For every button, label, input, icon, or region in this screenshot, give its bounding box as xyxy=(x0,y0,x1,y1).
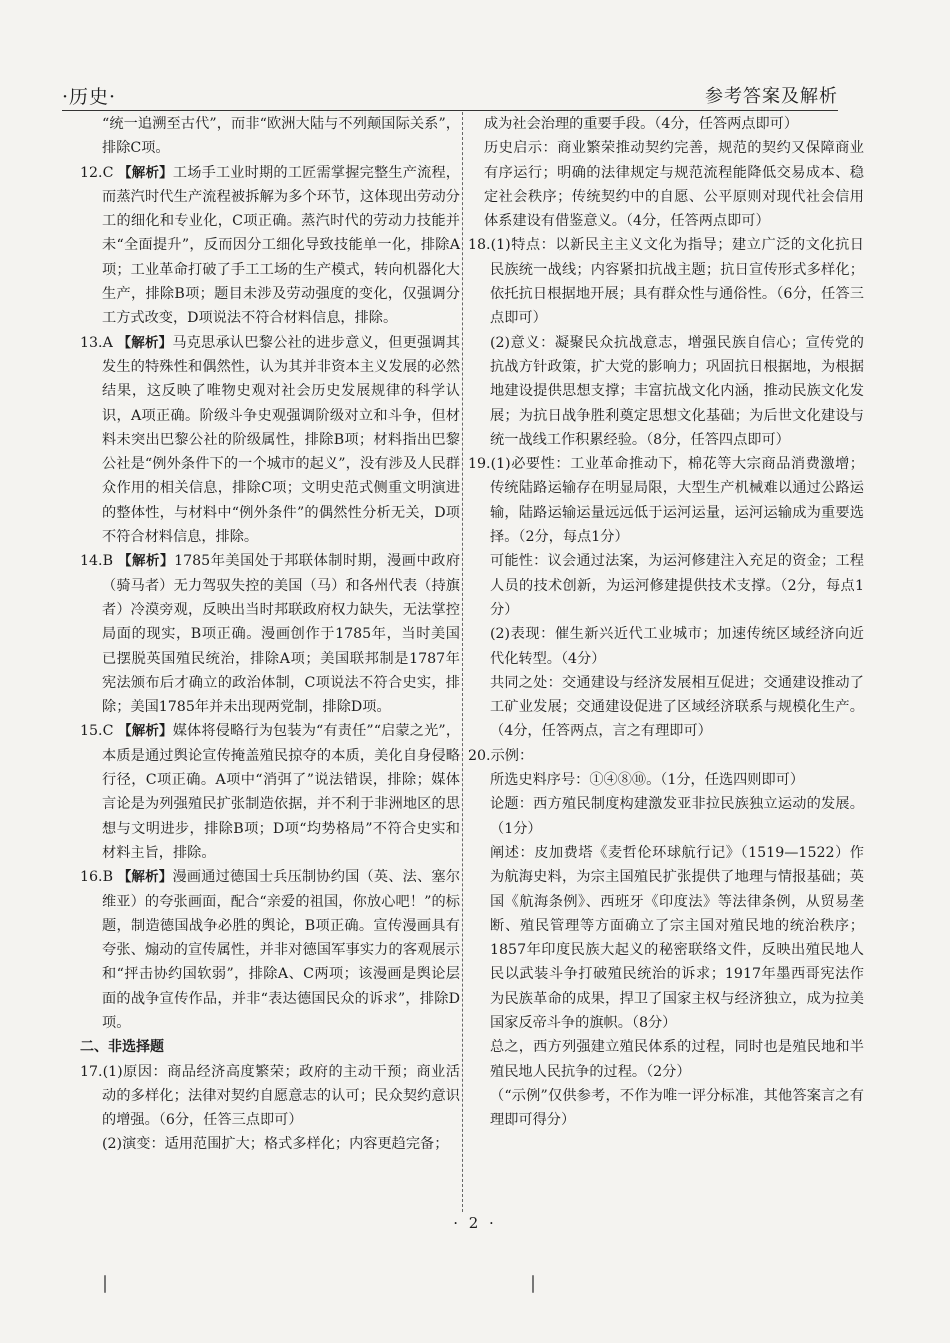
analysis-tag: 【解析】 xyxy=(118,553,175,570)
answer-q12 xyxy=(80,161,460,331)
answer-text: 工场手工业时期的工匠需掌握完整生产流程，而蒸汽时代生产流程被拆解为多个环节，这体现出劳动分工的细化和专业化，C项正确。蒸汽时代的劳动力技能并未“全面提升”，反而因分工细化导致技能单一化，排除A项；工业革命打破了手工工场的生产模式，转向机器化大生产，排除B项；题目未涉及劳动强度的变化，仅强调分工方式改变，D项说法不符合材料信息，排除。 xyxy=(102,164,460,327)
answer-q20-sources: 所选史料序号：①④⑧⑩。（1分，任选四则即可） xyxy=(490,772,805,789)
right-column xyxy=(468,112,864,1132)
answer-q13 xyxy=(80,331,460,550)
answer-text: 示例： xyxy=(490,747,534,764)
answer-q18-part2: (2)意义：凝聚民众抗战意志，增强民族自信心；宣传党的抗战方针政策，扩大党的影响力；巩固抗日根据地，为根据地建设提供思想支撑；丰富抗战文化内涵，推动民族文化发展；为抗日战争胜利奠定思想文化基础；为后世文化建设与统一战线工作积累经验。（8分，任答四点即可） xyxy=(490,334,864,448)
question-number: 16.B xyxy=(80,869,113,886)
answer-text: (1)原因：商品经济高度繁荣；政府的主动干预；商业活动的多样化；法律对契约自愿意志的认可；民众契约意识的增强。（6分，任答三点即可） xyxy=(102,1063,460,1129)
answer-q20-note: （“示例”仅供参考，不作为唯一评分标准，其他答案言之有理即可得分） xyxy=(490,1087,864,1129)
scan-mark-left xyxy=(104,1275,106,1293)
answer-q17-insight: 历史启示：商业繁荣推动契约完善，规范的契约又保障商业有序运行；明确的法律规定与规范流程能降低交易成本、稳定社会秩序；传统契约中的自愿、公平原则对现代社会信用体系建设有借鉴意义。（4分，任答两点即可） xyxy=(484,140,864,230)
analysis-tag: 【解析】 xyxy=(118,723,173,740)
answer-q19-part2: (2)表现：催生新兴近代工业城市；加速传统区域经济向近代化转型。（4分） xyxy=(490,626,864,667)
answer-q14 xyxy=(80,549,460,719)
question-number: 13.A xyxy=(80,334,113,351)
answer-text: 漫画通过德国士兵压制协约国（英、法、塞尔维亚）的夸张画面，配合“亲爱的祖国，你放心吧！”的标题，制造德国战争必胜的舆论，B项正确。宣传漫画具有夸张、煽动的宣传属性，并非对德国军事实力的客观展示和“抨击协约国软弱”，排除A、C两项；该漫画是舆论层面的战争宣传作品，并非“表达德国民众的诉求”，排除D项。 xyxy=(102,869,461,1031)
question-number: 14.B xyxy=(80,553,113,570)
analysis-tag: 【解析】 xyxy=(118,164,173,181)
question-number: 12.C xyxy=(80,164,114,181)
question-number: 20. xyxy=(468,747,491,764)
analysis-tag: 【解析】 xyxy=(117,334,173,351)
question-number: 17. xyxy=(80,1063,103,1080)
answer-q17-part1 xyxy=(80,1060,460,1133)
section-heading: 二、非选择题 xyxy=(80,1039,164,1056)
column-divider xyxy=(462,112,463,1212)
answer-text: (1)必要性：工业革命推动下，棉花等大宗商品消费激增；传统陆路运输存在明显局限，大型生产机械难以通过公路运输，陆路运输运量远远低于运河运量，运河运输成为重要选择。（2分，每点1分） xyxy=(490,456,864,546)
question-number: 18. xyxy=(468,237,491,254)
analysis-tag: 【解析】 xyxy=(117,869,173,886)
answer-q11-continued: “统一追溯至古代”，而非“欧洲大陆与不列颠国际关系”，排除C项。 xyxy=(102,116,460,157)
page-header xyxy=(62,80,838,111)
answer-q19-part1 xyxy=(468,452,864,549)
page-number: · 2 · xyxy=(453,1214,497,1232)
left-column xyxy=(80,112,460,1157)
answer-q17-part2: (2)演变：适用范围扩大；格式多样化；内容更趋完备； xyxy=(102,1136,449,1153)
answer-q18-part1 xyxy=(468,233,864,330)
answer-q16 xyxy=(80,865,460,1035)
answer-q20-thesis: 论题：西方殖民制度构建激发亚非拉民族独立运动的发展。（1分） xyxy=(490,796,864,837)
answer-text: 媒体将侵略行为包装为“有责任”“启蒙之光”，本质是通过舆论宣传掩盖殖民掠夺的本质，美化自身侵略行径，C项正确。A项中“消弭了”说法错误，排除；媒体言论是为列强殖民扩张制造依据，并不利于非洲地区的思想与文明进步，排除B项；D项“均势格局”不符合史实和材料主旨，排除。 xyxy=(102,723,461,861)
answer-q19-common: 共同之处：交通建设与经济发展相互促进；交通建设推动了工矿业发展；交通建设促进了区域经济联系与规模化生产。（4分，任答两点，言之有理即可） xyxy=(490,674,864,740)
answer-text: 1785年美国处于邦联体制时期，漫画中政府（骑马者）无力驾驭失控的美国（马）和各州代表（持旗者）冷漠旁观，反映出当时邦联政府权力缺失，无法掌控局面的现实，B项正确。漫画创作于1785年，当时美国已摆脱英国殖民统治，排除A项；美国联邦制是1787年宪法颁布后才确立的政治体制，C项说法不符合史实，排除；美国1785年并未出现两党制，排除D项。 xyxy=(102,553,461,716)
answer-text: 马克思承认巴黎公社的进步意义，但更强调其发生的特殊性和偶然性，认为其并非资本主义发展的必然结果，这反映了唯物史观对社会历史发展规律的科学认识，A项正确。阶级斗争史观强调阶级对立和斗争，但材料未突出巴黎公社的阶级属性，排除B项；材料指出巴黎公社是“例外条件下的一个城市的起义”，没有涉及人民群众作用的相关信息，排除C项；文明史范式侧重文明演进的整体性，与材料中“例外条件”的偶然性分析无关，D项不符合材料信息，排除。 xyxy=(102,334,460,546)
question-number: 19. xyxy=(468,456,491,473)
answer-q17-continued: 成为社会治理的重要手段。（4分，任答两点即可） xyxy=(484,116,799,132)
answer-q15 xyxy=(80,719,460,865)
header-title: 参考答案及解析 xyxy=(705,86,838,107)
answer-q20-elaboration: 阐述：皮加费塔《麦哲伦环球航行记》（1519—1522）作为航海史料，为宗主国殖民扩张提供了地理与情报基础；英国《航海条例》、西班牙《印度法》等法律条例，从贸易垄断、殖民管理等方面确立了宗主国对殖民地的统治秩序；1857年印度民族大起义的秘密联络文件，反映出殖民地人民以武装斗争打破殖民统治的诉求；1917年墨西哥宪法作为民族革命的成果，捍卫了国家主权与经济独立，成为拉美国家反帝斗争的旗帜。（8分） xyxy=(490,844,864,1031)
answer-q20-conclusion: 总之，西方列强建立殖民体系的过程，同时也是殖民地和半殖民地人民抗争的过程。（2分） xyxy=(490,1039,864,1080)
answer-text: (1)特点：以新民主主义文化为指导；建立广泛的文化抗日民族统一战线；内容紧扣抗战主题；抗日宣传形式多样化；依托抗日根据地开展；具有群众性与通俗性。（6分，任答三点即可） xyxy=(490,237,864,327)
subject-label: ·历史· xyxy=(62,86,117,108)
answer-q20-heading xyxy=(468,744,864,768)
answer-q19-possibility: 可能性：议会通过法案，为运河修建注入充足的资金；工程人员的技术创新，为运河修建提供技术支撑。（2分，每点1分） xyxy=(490,553,864,618)
question-number: 15.C xyxy=(80,723,114,740)
scan-mark-right xyxy=(532,1275,534,1293)
